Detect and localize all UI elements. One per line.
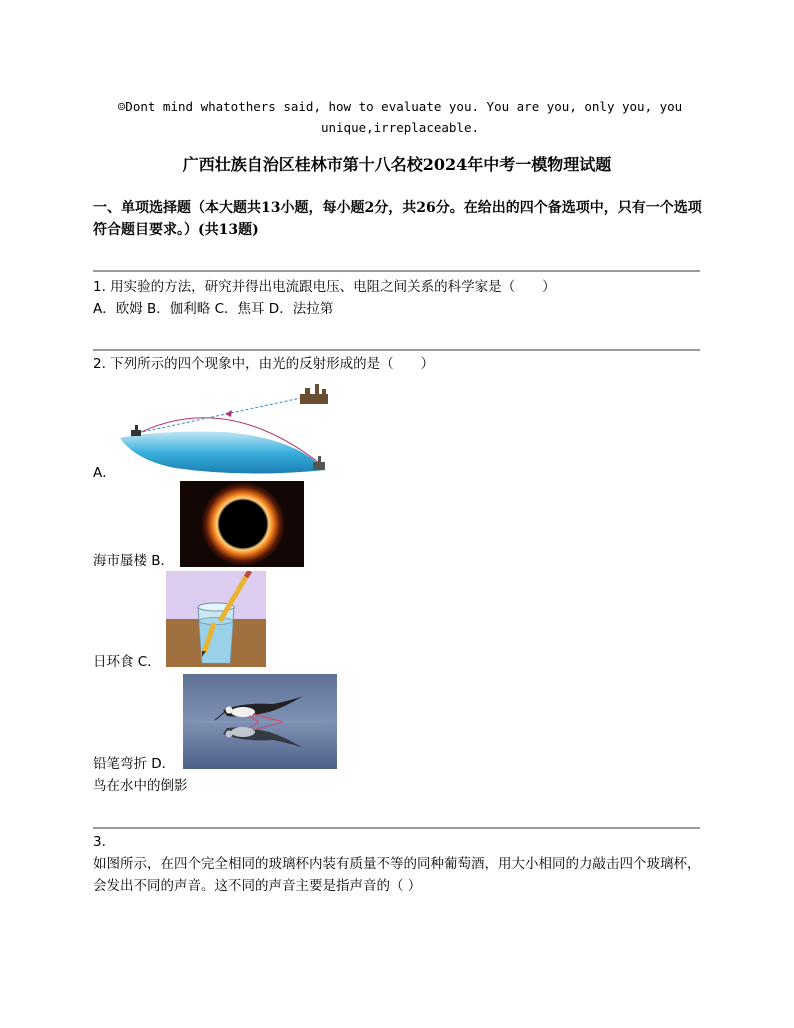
pencil-in-water-image	[166, 571, 266, 667]
divider	[93, 827, 700, 829]
option-d-caption: 鸟在水中的倒影	[93, 778, 188, 794]
option-c-label: 日环食 C．	[93, 654, 161, 670]
question-2-text: 2. 下列所示的四个现象中，由光的反射形成的是（ ）	[93, 356, 435, 372]
question-1-text: 1. 用实验的方法，研究并得出电流跟电压、电阻之间关系的科学家是（ ）	[93, 279, 556, 295]
question-1	[93, 276, 703, 320]
divider	[93, 270, 700, 272]
question-3-text: 如图所示，在四个完全相同的玻璃杯内装有质量不等的同种葡萄酒，用大小相同的力敲击四个玻璃杯，会发出不同的声音。这不同的声音主要是指声音的（ ）	[93, 856, 701, 894]
question-3-number: 3.	[93, 834, 106, 850]
eclipse-image	[180, 481, 304, 567]
option-a-label: A．	[93, 465, 116, 481]
page-title: 广西壮族自治区桂林市第十八名校2024年中考一模物理试题	[182, 155, 612, 174]
mirage-image	[115, 380, 335, 475]
divider	[93, 349, 700, 351]
question-3	[93, 831, 703, 897]
motto-text: ☺Dont mind whatothers said, how to evaluate you. You are you, only you, you unique,irreplaceable.	[117, 99, 683, 135]
bird-reflection-image	[183, 674, 337, 769]
option-b-label: 海市蜃楼 B．	[93, 553, 175, 569]
question-1-options: A．欧姆 B．伽利略 C．焦耳 D．法拉第	[93, 301, 334, 317]
option-d-label: 铅笔弯折 D．	[93, 756, 176, 772]
section-heading: 一、单项选择题（本大题共13小题，每小题2分，共26分。在给出的四个备选项中，只有一个选项符合题目要求。）(共13题)	[93, 200, 702, 238]
